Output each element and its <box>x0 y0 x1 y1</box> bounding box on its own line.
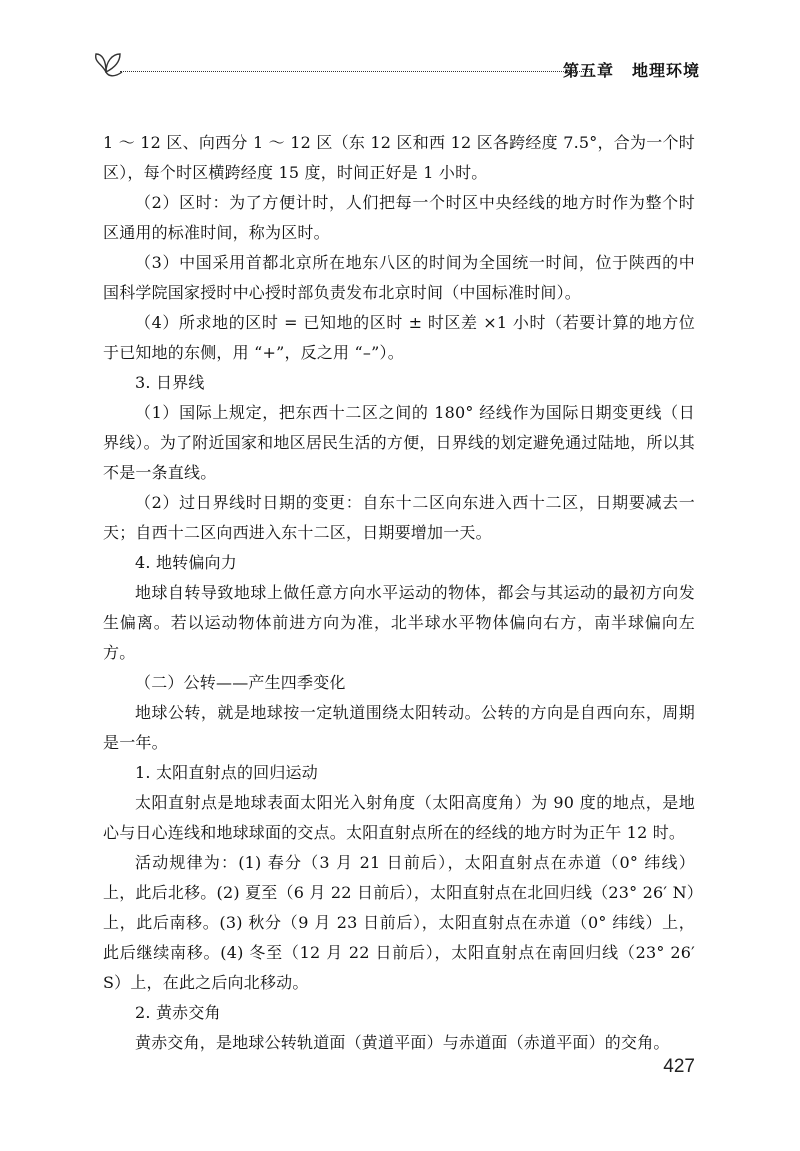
paragraph-continuation: 1 ～ 12 区、向西分 1 ～ 12 区（东 12 区和西 12 区各跨经度 7.5°，合为一个时区），每个时区横跨经度 15 度，时间正好是 1 小时。 <box>103 133 695 182</box>
paragraph: 黄赤交角，是地球公转轨道面（黄道平面）与赤道面（赤道平面）的交角。 <box>135 1033 670 1052</box>
page-body <box>103 128 695 1058</box>
page-number: 427 <box>663 1056 695 1077</box>
paragraph: （3）中国采用首都北京所在地东八区的时间为全国统一时间，位于陕西的中国科学院国家授时中心授时部负责发布北京时间（中国标准时间）。 <box>103 253 695 302</box>
paragraph: 地球公转，就是地球按一定轨道围绕太阳转动。公转的方向是自西向东，周期是一年。 <box>103 703 695 752</box>
section-heading: 2. 黄赤交角 <box>135 1003 221 1022</box>
paragraph: （4）所求地的区时 = 已知地的区时 ± 时区差 ×1 小时（若要计算的地方位于已知地的东侧，用 “+”，反之用 “–”）。 <box>103 313 695 362</box>
chapter-label: 第五章 <box>562 61 614 80</box>
header-rule <box>120 71 590 72</box>
chapter-title: 地理环境 <box>631 61 700 80</box>
paragraph: 活动规律为：(1) 春分（3 月 21 日前后），太阳直射点在赤道（0° 纬线）上，此后北移。(2) 夏至（6 月 22 日前后），太阳直射点在北回归线（23° 26′ N）上，此后南移。(3) 秋分（9 月 23 日前后），太阳直射点在赤道（0° 纬线）上，此后继续南移。(4) 冬至（12 月 22 日前后），太阳直射点在南回归线（23° 26′ S）上，在此之后向北移动。 <box>103 853 695 992</box>
paragraph: （1）国际上规定，把东西十二区之间的 180° 经线作为国际日期变更线（日界线）。为了附近国家和地区居民生活的方便，日界线的划定避免通过陆地，所以其不是一条直线。 <box>103 403 695 482</box>
page-header <box>92 42 700 82</box>
section-heading: 3. 日界线 <box>135 373 205 392</box>
paragraph: （2）区时：为了方便计时，人们把每一个时区中央经线的地方时作为整个时区通用的标准时间，称为区时。 <box>103 193 695 242</box>
paragraph: （2）过日界线时日期的变更：自东十二区向东进入西十二区，日期要减去一天；自西十二区向西进入东十二区，日期要增加一天。 <box>103 493 695 542</box>
sprout-ornament-icon <box>92 42 132 82</box>
section-heading: 4. 地转偏向力 <box>135 553 237 572</box>
section-heading: 1. 太阳直射点的回归运动 <box>135 763 318 782</box>
paragraph: 太阳直射点是地球表面太阳光入射角度（太阳高度角）为 90 度的地点，是地心与日心连线和地球球面的交点。太阳直射点所在的经线的地方时为正午 12 时。 <box>103 793 695 842</box>
section-heading: （二）公转——产生四季变化 <box>135 673 346 692</box>
paragraph: 地球自转导致地球上做任意方向水平运动的物体，都会与其运动的最初方向发生偏离。若以运动物体前进方向为准，北半球水平物体偏向右方，南半球偏向左方。 <box>103 583 695 662</box>
header-title <box>563 58 700 81</box>
